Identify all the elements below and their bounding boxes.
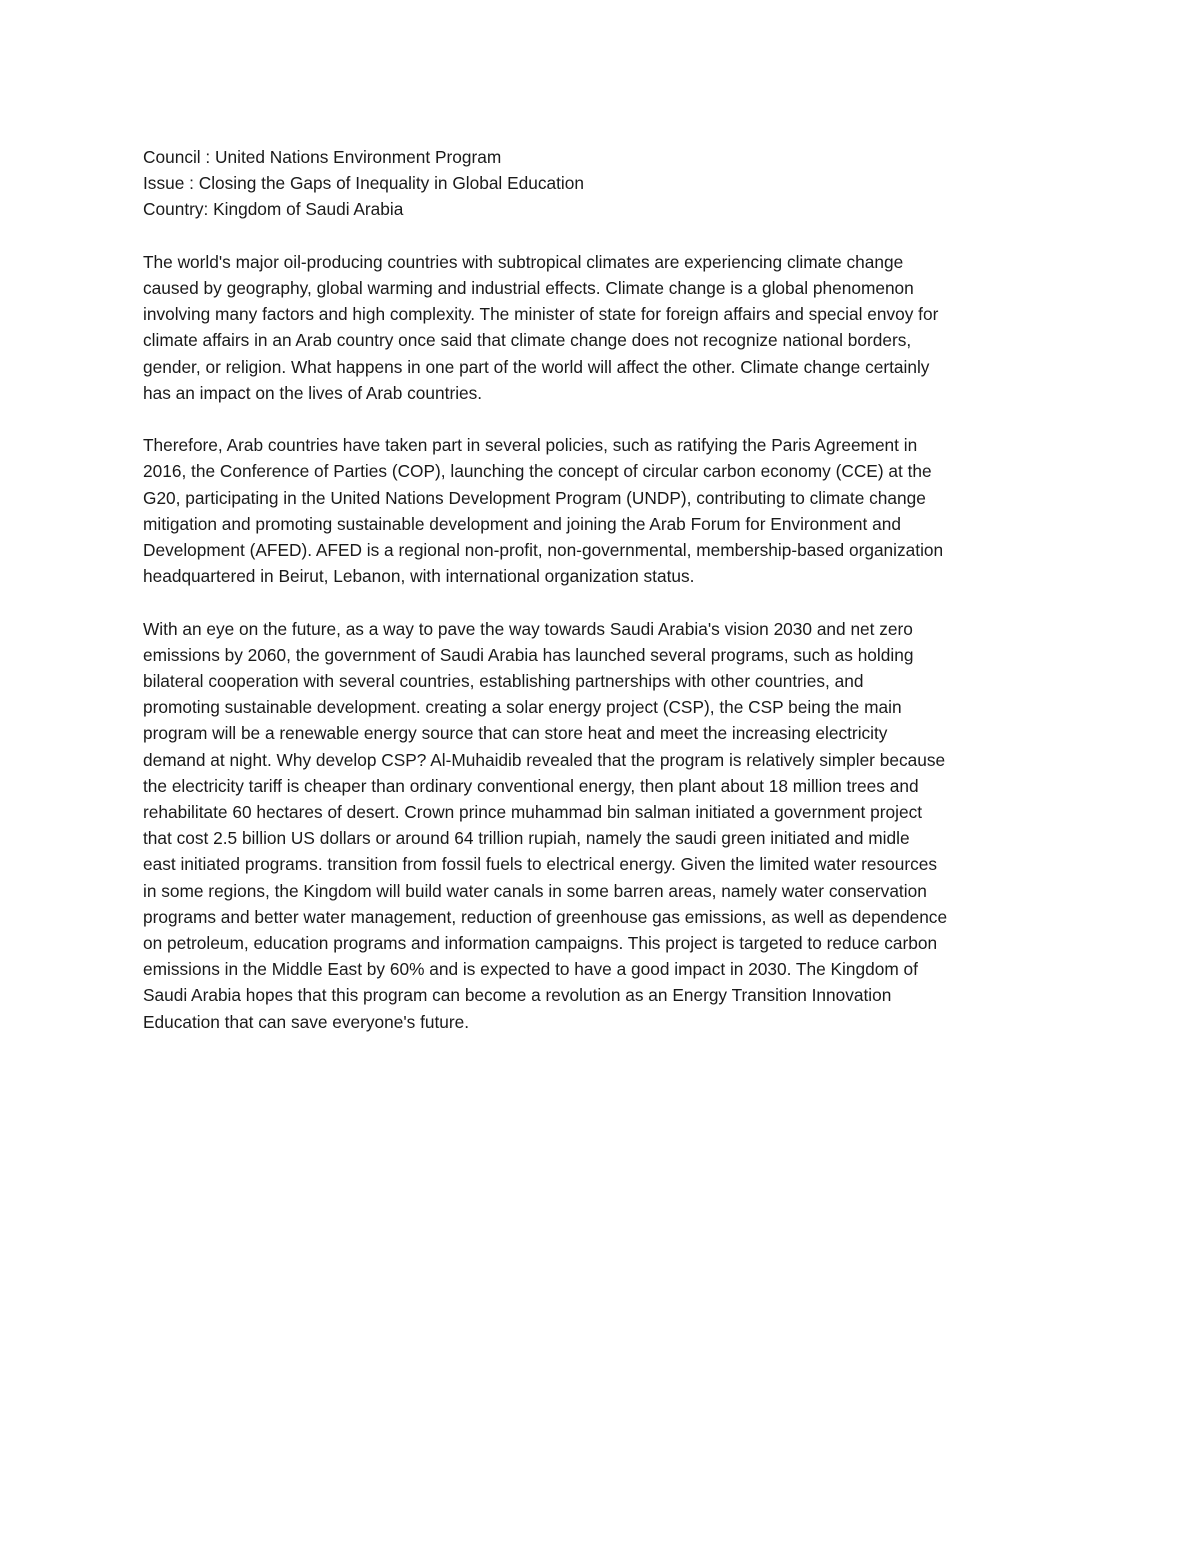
paragraph-line: caused by geography, global warming and industrial effects. Climate change is a global phenomenon (143, 278, 914, 298)
paragraph-line: Therefore, Arab countries have taken part in several policies, such as ratifying the Paris Agreement in (143, 435, 918, 456)
paragraph-1 (143, 249, 1068, 406)
paragraph-line: involving many factors and high complexity. The minister of state for foreign affairs and special envoy for (143, 304, 939, 325)
document-body (143, 144, 1068, 1061)
paragraph-line: demand at night. Why develop CSP? Al-Muhaidib revealed that the program is relatively simpler because (143, 749, 946, 770)
paragraph-2 (143, 432, 1068, 589)
paragraph-line: gender, or religion. What happens in one part of the world will affect the other. Climate change certainly (143, 356, 930, 377)
paragraph-line: Saudi Arabia hopes that this program can become a revolution as an Energy Transition Innovation (143, 985, 892, 1006)
paragraph-line: Education that can save everyone's future. (143, 1011, 470, 1032)
paragraph-line: rehabilitate 60 hectares of desert. Crown prince muhammad bin salman initiated a government project (143, 802, 923, 823)
paragraph-line: 2016, the Conference of Parties (COP), launching the concept of circular carbon economy (CCE) at the (143, 461, 932, 482)
paragraph-line: the electricity tariff is cheaper than ordinary conventional energy, then plant about 18 million trees and (143, 775, 919, 796)
header-block (143, 144, 1068, 223)
paragraph-line: that cost 2.5 billion US dollars or around 64 trillion rupiah, namely the saudi green initiated and midle (143, 828, 910, 849)
paragraph-line: With an eye on the future, as a way to pave the way towards Saudi Arabia's vision 2030 and net zero (143, 618, 913, 639)
paragraph-line: emissions by 2060, the government of Saudi Arabia has launched several programs, such as holding (143, 644, 914, 665)
paragraph-line: program will be a renewable energy source that can store heat and meet the increasing electricity (143, 723, 888, 744)
paragraph-line: emissions in the Middle East by 60% and is expected to have a good impact in 2030. The Kingdom of (143, 959, 918, 980)
paragraph-line: headquartered in Beirut, Lebanon, with international organization status. (143, 566, 695, 587)
paragraph-line: east initiated programs. transition from fossil fuels to electrical energy. Given the limited water resources (143, 854, 937, 875)
paragraph-line: mitigation and promoting sustainable development and joining the Arab Forum for Environment and (143, 513, 901, 534)
council-line: Council : United Nations Environment Program (143, 147, 502, 167)
paragraph-3 (143, 616, 1068, 1035)
paragraph-line: in some regions, the Kingdom will build water canals in some barren areas, namely water conservation (143, 880, 927, 901)
paragraph-line: promoting sustainable development. creating a solar energy project (CSP), the CSP being the main (143, 697, 902, 718)
paragraph-line: climate affairs in an Arab country once said that climate change does not recognize national borders, (143, 330, 912, 351)
paragraph-line: programs and better water management, reduction of greenhouse gas emissions, as well as dependence (143, 906, 948, 927)
paragraph-line: has an impact on the lives of Arab countries. (143, 382, 483, 403)
country-line: Country: Kingdom of Saudi Arabia (143, 199, 404, 220)
paragraph-line: bilateral cooperation with several countries, establishing partnerships with other countries, and (143, 671, 864, 692)
paragraph-line: G20, participating in the United Nations Development Program (UNDP), contributing to climate change (143, 487, 926, 508)
paragraph-line: on petroleum, education programs and information campaigns. This project is targeted to reduce carbon (143, 933, 938, 954)
paragraph-line: The world's major oil-producing countries with subtropical climates are experiencing climate change (143, 251, 904, 272)
paragraph-line: Development (AFED). AFED is a regional non-profit, non-governmental, membership-based organization (143, 540, 944, 561)
issue-line: Issue : Closing the Gaps of Inequality in Global Education (143, 173, 584, 194)
